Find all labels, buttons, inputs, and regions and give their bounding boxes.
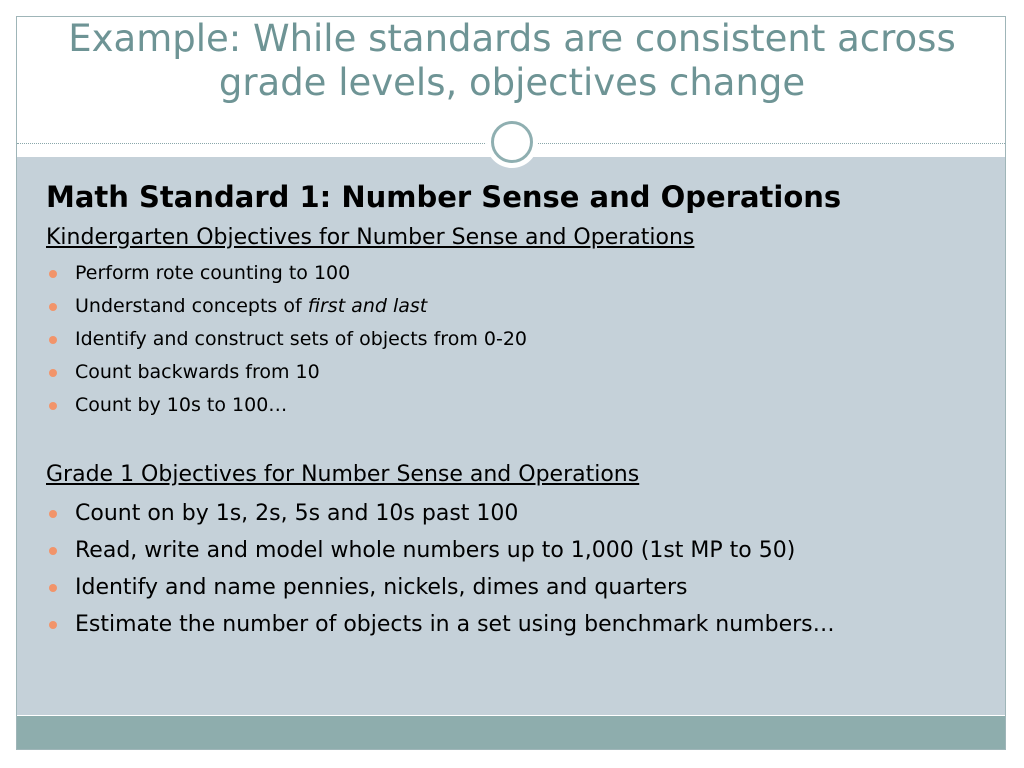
list-item-text: Identify and construct sets of objects from 0-20 bbox=[75, 328, 527, 350]
bullet-icon bbox=[49, 369, 57, 377]
list-item-text: Count backwards from 10 bbox=[75, 361, 320, 383]
list-item-text: Count by 10s to 100… bbox=[75, 394, 288, 416]
list-item-text: Perform rote counting to 100 bbox=[75, 262, 351, 284]
list-item bbox=[46, 495, 835, 532]
slide-title-line-1: Example: While standards are consistent across bbox=[68, 17, 956, 60]
slide-title bbox=[17, 17, 1006, 105]
grade1-objectives-list bbox=[46, 495, 835, 643]
list-item bbox=[46, 532, 835, 569]
kindergarten-heading: Kindergarten Objectives for Number Sense and Operations bbox=[46, 225, 695, 250]
list-item bbox=[46, 356, 527, 389]
footer-bar bbox=[17, 716, 1006, 750]
list-item-text: Estimate the number of objects in a set using benchmark numbers… bbox=[75, 612, 835, 637]
list-item-text: Identify and name pennies, nickels, dimes and quarters bbox=[75, 575, 688, 600]
ring-icon bbox=[491, 121, 533, 163]
list-item-emphasis: first and last bbox=[307, 295, 428, 317]
bullet-icon bbox=[49, 510, 57, 518]
bullet-icon bbox=[49, 621, 57, 629]
slide-title-line-2: grade levels, objectives change bbox=[218, 61, 806, 104]
kindergarten-objectives-list bbox=[46, 257, 527, 422]
bullet-icon bbox=[49, 584, 57, 592]
bullet-icon bbox=[49, 270, 57, 278]
slide bbox=[16, 16, 1006, 750]
list-item-text: Count on by 1s, 2s, 5s and 10s past 100 bbox=[75, 501, 519, 526]
list-item-text: Read, write and model whole numbers up to 1,000 (1st MP to 50) bbox=[75, 538, 796, 563]
list-item bbox=[46, 569, 835, 606]
list-item bbox=[46, 323, 527, 356]
list-item bbox=[46, 290, 527, 323]
list-item bbox=[46, 606, 835, 643]
grade1-heading: Grade 1 Objectives for Number Sense and Operations bbox=[46, 462, 640, 487]
list-item bbox=[46, 257, 527, 290]
list-item-text: Understand concepts of bbox=[75, 295, 308, 317]
list-item bbox=[46, 389, 527, 422]
bullet-icon bbox=[49, 303, 57, 311]
bullet-icon bbox=[49, 336, 57, 344]
standard-heading: Math Standard 1: Number Sense and Operations bbox=[46, 180, 842, 214]
bullet-icon bbox=[49, 547, 57, 555]
bullet-icon bbox=[49, 402, 57, 410]
